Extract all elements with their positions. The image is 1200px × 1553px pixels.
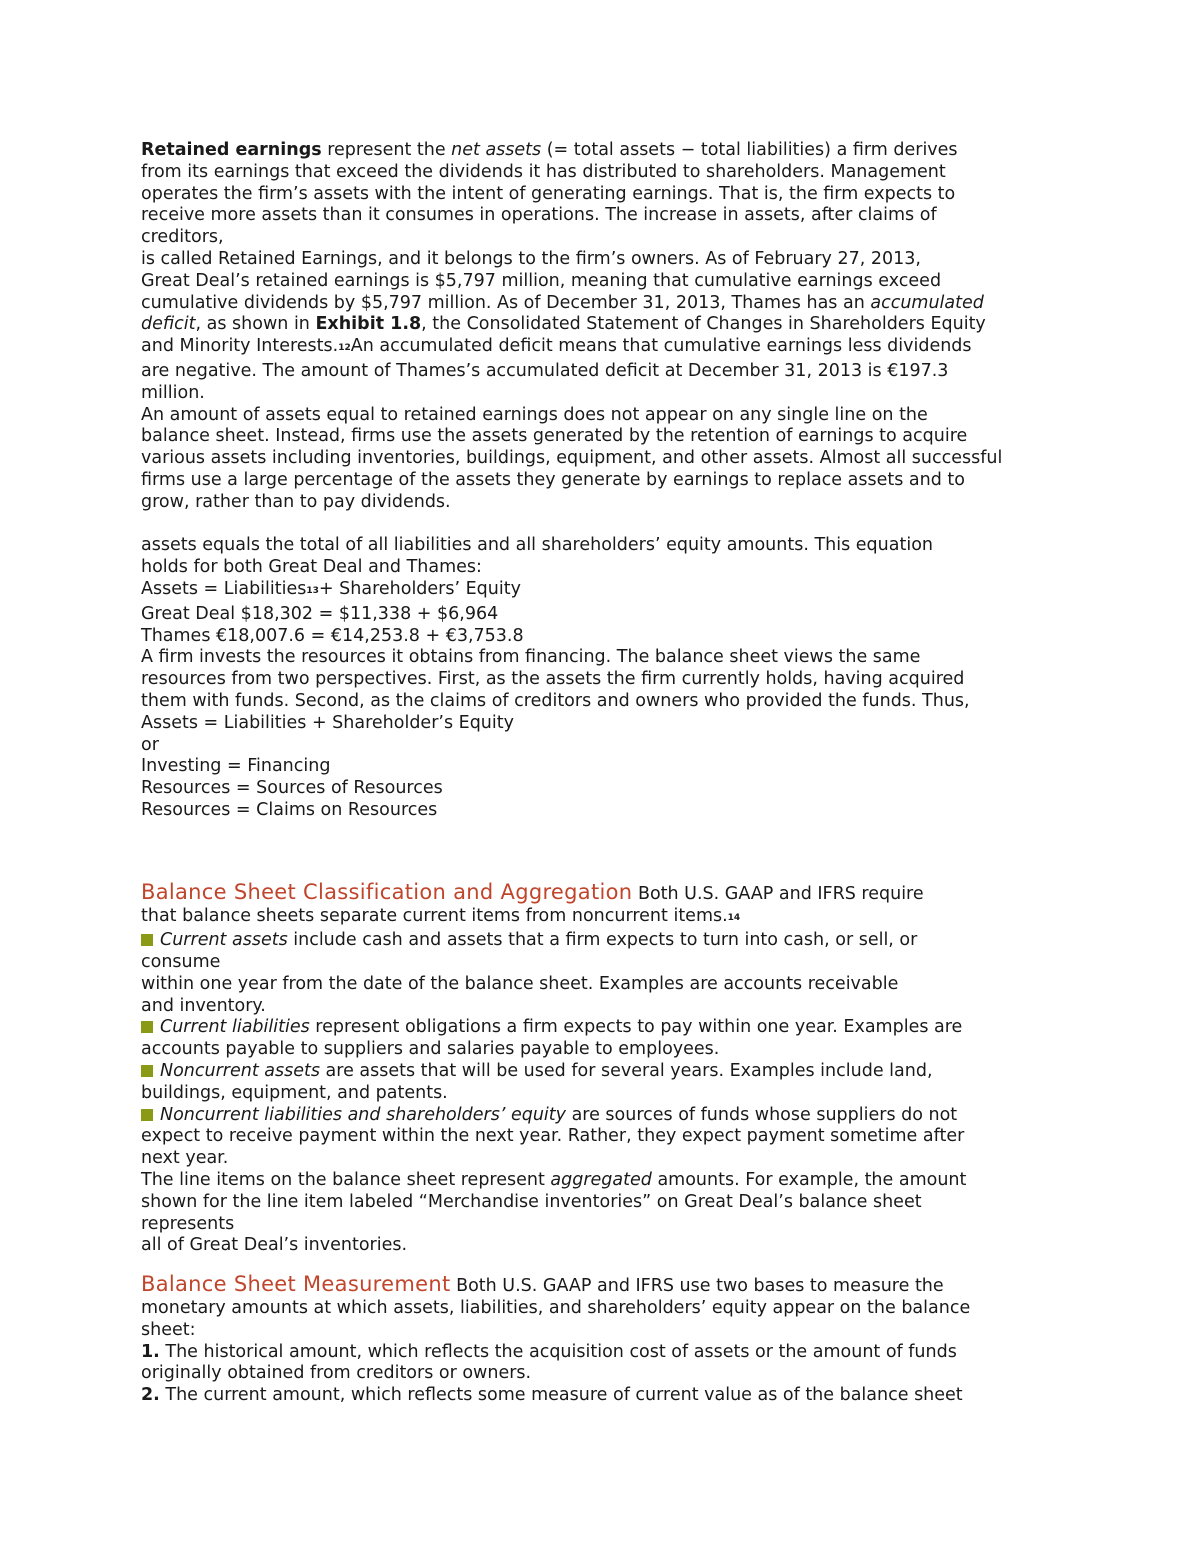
text-line: originally obtained from creditors or owners. xyxy=(141,1363,532,1384)
text-line: A firm invests the resources it obtains from financing. The balance sheet views the same xyxy=(141,647,921,668)
term-deficit: deficit xyxy=(141,314,196,335)
text-line: next year. xyxy=(141,1148,229,1169)
accounting-equation-paragraph xyxy=(141,535,1081,821)
text-line: Balance Sheet Measurement Both U.S. GAAP and IFRS use two bases to measure the xyxy=(141,1272,944,1297)
text-line: accounts payable to suppliers and salaries payable to employees. xyxy=(141,1039,720,1060)
text-line: balance sheet. Instead, firms use the assets generated by the retention of earnings to acquire xyxy=(141,426,968,447)
text-line: holds for both Great Deal and Thames: xyxy=(141,557,482,578)
text-line: creditors, xyxy=(141,227,224,248)
equation-line: Investing = Financing xyxy=(141,756,331,777)
text-line: assets equals the total of all liabilities and all shareholders’ equity amounts. This equation xyxy=(141,535,934,556)
square-bullet-icon xyxy=(141,1065,153,1077)
document-body xyxy=(141,140,1081,1407)
text-line: monetary amounts at which assets, liabilities, and shareholders’ equity appear on the balance xyxy=(141,1298,971,1319)
list-item: Current liabilities represent obligations a firm expects to pay within one year. Examples are xyxy=(141,1017,1081,1039)
text-line: Great Deal’s retained earnings is $5,797 million, meaning that cumulative earnings exceed xyxy=(141,270,942,291)
footnote-marker: 12 xyxy=(338,343,351,354)
text-line: deficit, as shown in Exhibit 1.8, the Consolidated Statement of Changes in Shareholders Equity xyxy=(141,314,986,335)
text-line: receive more assets than it consumes in operations. The increase in assets, after claims of xyxy=(141,205,937,226)
text-line: and Minority $Interests._{12}An$ accumulated deficit means that cumulative earnings less dividends xyxy=(141,336,972,357)
text-line: various assets including inventories, buildings, equipment, and other assets. Almost all successful xyxy=(141,448,1003,469)
term-retained-earnings: Retained earnings xyxy=(141,140,322,160)
text-line: grow, rather than to pay dividends. xyxy=(141,491,451,512)
square-bullet-icon xyxy=(141,1021,153,1033)
text-line: resources from two perspectives. First, as the assets the firm currently holds, having acquired xyxy=(141,669,965,690)
equation-line: Resources = Sources of Resources xyxy=(141,778,443,799)
square-bullet-icon xyxy=(141,934,153,946)
numbered-item: 1. The historical amount, which reflects the acquisition cost of assets or the amount of funds xyxy=(141,1341,957,1362)
text-line: An amount of assets equal to retained earnings does not appear on any single line on the xyxy=(141,404,928,425)
equation-line: Thames €18,007.6 = €14,253.8 + €3,753.8 xyxy=(141,625,524,646)
text-line: all of Great Deal’s inventories. xyxy=(141,1235,408,1256)
text-line: firms use a large percentage of the assets they generate by earnings to replace assets and to xyxy=(141,469,965,490)
text-line: buildings, equipment, and patents. xyxy=(141,1082,448,1103)
text-line: Balance Sheet Classification and Aggregation Both U.S. GAAP and IFRS require xyxy=(141,879,924,904)
text-line: cumulative dividends by $5,797 million. As of December 31, 2013, Thames has an accumulated xyxy=(141,292,984,313)
text-line: or xyxy=(141,734,159,755)
numbered-item: 2. The current amount, which reflects some measure of current value as of the balance sheet xyxy=(141,1385,963,1406)
text-line: from its earnings that exceed the dividends it has distributed to shareholders. Management xyxy=(141,161,946,182)
section-heading: Balance Sheet Classification and Aggregation xyxy=(141,879,633,904)
term-net-assets: net assets xyxy=(451,140,542,160)
measurement-section xyxy=(141,1274,1081,1407)
text-line: and inventory. xyxy=(141,995,266,1016)
footnote-marker: 14 xyxy=(727,912,741,923)
text-line: within one year from the date of the balance sheet. Examples are accounts receivable xyxy=(141,973,899,994)
list-item: Current assets include cash and assets that a firm expects to turn into cash, or sell, or xyxy=(141,930,1081,952)
equation-line: Assets = Liabilities + Shareholder’s Equity xyxy=(141,712,514,733)
assets-retention-paragraph xyxy=(141,405,1081,514)
equation-line: Great Deal $18,302 = $11,338 + $6,964 xyxy=(141,603,499,624)
text-line: operates the firm’s assets with the intent of generating earnings. That is, the firm expects to xyxy=(141,183,956,204)
equation-line: Assets = Liabilities$_{13}$+ Shareholders’ Equity xyxy=(141,578,521,599)
term-accumulated: accumulated xyxy=(870,292,984,313)
square-bullet-icon xyxy=(141,1109,153,1121)
text-line: them with funds. Second, as the claims of creditors and owners who provided the funds. Thus, xyxy=(141,690,970,711)
text-line: represents xyxy=(141,1213,235,1234)
text-line: sheet: xyxy=(141,1319,196,1340)
text-line: is called Retained Earnings, and it belongs to the firm’s owners. As of February 27, 2013, xyxy=(141,248,921,269)
equation-line: Resources = Claims on Resources xyxy=(141,799,438,820)
text-line: million. xyxy=(141,382,205,403)
text-line: Retained earnings represent the net assets (= total assets − total liabilities) a firm derives xyxy=(141,140,958,160)
list-item: Noncurrent liabilities and shareholders’ equity are sources of funds whose suppliers do not xyxy=(141,1105,1081,1127)
list-item: Noncurrent assets are assets that will be used for several years. Examples include land, xyxy=(141,1061,1081,1083)
section-heading: Balance Sheet Measurement xyxy=(141,1272,451,1297)
classification-section xyxy=(141,879,1081,1258)
text-line: that balance sheets separate current items from noncurrent $items._{14}$ xyxy=(141,905,741,926)
footnote-marker: 13 xyxy=(306,585,319,596)
text-line: shown for the line item labeled “Merchandise inventories” on Great Deal’s balance sheet xyxy=(141,1191,922,1212)
text-line: consume xyxy=(141,952,221,973)
text-line: expect to receive payment within the next year. Rather, they expect payment sometime after xyxy=(141,1126,965,1147)
text-line: are negative. The amount of Thames’s accumulated deficit at December 31, 2013 is €197.3 xyxy=(141,360,949,381)
exhibit-reference: Exhibit 1.8 xyxy=(315,314,422,335)
text-line: The line items on the balance sheet represent aggregated amounts. For example, the amount xyxy=(141,1170,967,1191)
retained-earnings-paragraph xyxy=(141,140,1081,405)
